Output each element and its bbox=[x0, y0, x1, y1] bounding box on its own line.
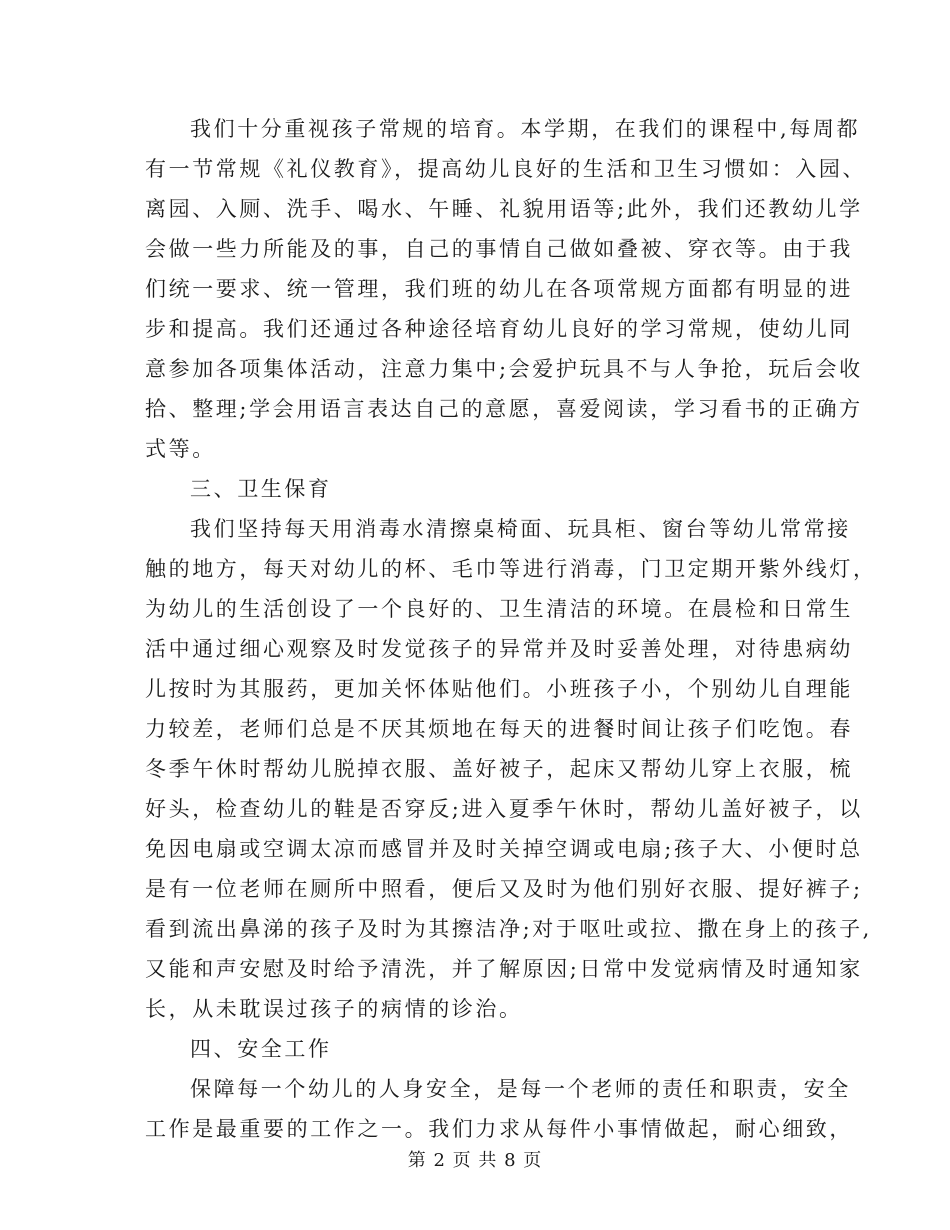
text-line: 会做一些力所能及的事，自己的事情自己做如叠被、穿衣等。由于我 bbox=[145, 237, 853, 261]
text-line: 意参加各项集体活动，注意力集中;会爱护玩具不与人争抢，玩后会收 bbox=[145, 357, 863, 381]
text-line: 们统一要求、统一管理，我们班的幼儿在各项常规方面都有明显的进 bbox=[145, 277, 853, 301]
text-line: 看到流出鼻涕的孩子及时为其擦洁净;对于呕吐或拉、撒在身上的孩子, bbox=[145, 917, 872, 941]
text-line: 活中通过细心观察及时发觉孩子的异常并及时妥善处理，对待患病幼 bbox=[145, 637, 853, 661]
text-line: 是有一位老师在厕所中照看，便后又及时为他们别好衣服、提好裤子; bbox=[145, 877, 863, 901]
text-line: 好头，检查幼儿的鞋是否穿反;进入夏季午休时，帮幼儿盖好被子，以 bbox=[145, 797, 863, 821]
text-line: 我们坚持每天用消毒水清擦桌椅面、玩具柜、窗台等幼儿常常接 bbox=[190, 517, 851, 541]
text-line: 力较差，老师们总是不厌其烦地在每天的进餐时间让孩子们吃饱。春 bbox=[145, 717, 853, 741]
text-line: 式等。 bbox=[145, 437, 216, 461]
text-line: 触的地方，每天对幼儿的杯、毛巾等进行消毒，门卫定期开紫外线灯， bbox=[145, 557, 877, 581]
text-line: 我们十分重视孩子常规的培育。本学期，在我们的课程中,每周都 bbox=[190, 117, 861, 141]
text-line: 保障每一个幼儿的人身安全，是每一个老师的责任和职责，安全 bbox=[190, 1077, 851, 1101]
text-line: 长，从未耽误过孩子的病情的诊治。 bbox=[145, 997, 523, 1021]
text-line: 又能和声安慰及时给予清洗，并了解原因;日常中发觉病情及时通知家 bbox=[145, 957, 863, 981]
text-line: 步和提高。我们还通过各种途径培育幼儿良好的学习常规，使幼儿同 bbox=[145, 317, 853, 341]
text-line: 拾、整理;学会用语言表达自己的意愿，喜爱阅读，学习看书的正确方 bbox=[145, 397, 863, 421]
text-line: 离园、入厕、洗手、喝水、午睡、礼貌用语等;此外，我们还教幼儿学 bbox=[145, 197, 863, 221]
text-line: 冬季午休时帮幼儿脱掉衣服、盖好被子，起床又帮幼儿穿上衣服，梳 bbox=[145, 757, 853, 781]
section-heading: 三、卫生保育 bbox=[190, 477, 332, 501]
text-line: 儿按时为其服药，更加关怀体贴他们。小班孩子小，个别幼儿自理能 bbox=[145, 677, 853, 701]
text-line: 免因电扇或空调太凉而感冒并及时关掉空调或电扇;孩子大、小便时总 bbox=[145, 837, 863, 861]
text-line: 有一节常规《礼仪教育》，提高幼儿良好的生活和卫生习惯如：入园、 bbox=[145, 157, 867, 181]
section-heading: 四、安全工作 bbox=[190, 1037, 332, 1061]
text-line: 为幼儿的生活创设了一个良好的、卫生清洁的环境。在晨检和日常生 bbox=[145, 597, 853, 621]
page-number-footer: 第 2 页 共 8 页 bbox=[407, 1150, 543, 1171]
text-line: 工作是最重要的工作之一。我们力求从每件小事情做起，耐心细致， bbox=[145, 1117, 853, 1141]
